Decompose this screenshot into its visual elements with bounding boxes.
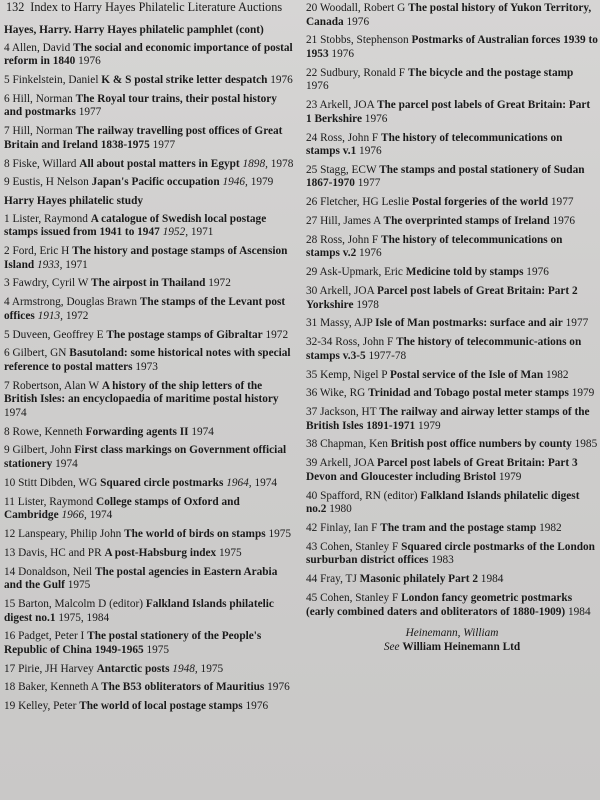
entry-author: Chapman, Ken [320, 438, 388, 451]
entry-original-year: 1946, [222, 176, 248, 189]
entry-number: 16 [4, 630, 16, 643]
entry-year: 1975 [67, 579, 91, 592]
entry-year: 1979 [250, 176, 274, 189]
entry-year: 1975 [268, 528, 292, 540]
entry-author: Fiske, Willard [12, 157, 77, 170]
entry-number: 37 [306, 406, 318, 419]
entry-author: Gilbert, GN [12, 347, 67, 360]
entry-title: The postal stationery of the People's Republic of China 1949-1965 [4, 630, 262, 656]
index-entry [4, 380, 296, 421]
entry-author: Cohen, Stanley F [320, 540, 399, 553]
entry-title: The parcel post labels of Great Britain: Part 1 Berkshire [306, 99, 591, 125]
entry-title: Parcel post labels of Great Britain: Part 3 Devon and Gloucester including Bristol [306, 457, 578, 483]
index-entry [4, 42, 296, 69]
entry-year: 1975 [200, 662, 224, 675]
entry-author: Jackson, HT [320, 406, 377, 419]
study-entries-left [4, 213, 296, 714]
entry-author: Duveen, Geoffrey E [12, 328, 104, 341]
entry-number: 25 [306, 163, 318, 176]
cross-reference-see: See [383, 640, 400, 653]
index-entry [306, 215, 598, 229]
entry-author: Arkell, JOA [319, 99, 375, 112]
entry-year: 1974 [89, 509, 113, 522]
entry-number: 38 [306, 438, 318, 451]
entry-author: Robertson, Alan W [12, 379, 99, 392]
entry-year: 1978 [356, 298, 379, 311]
right-column [306, 2, 598, 654]
index-entry [4, 477, 296, 491]
entry-author: Wike, RG [319, 387, 366, 400]
entry-title: The Royal tour trains, their postal history and postmarks [4, 92, 277, 119]
entry-year: 1976 [331, 47, 355, 60]
index-entry [4, 547, 296, 561]
section-heading-study: Harry Hayes philatelic study [4, 195, 144, 208]
entry-title: The railway travelling post offices of Great Britain and Ireland 1838-1975 [4, 125, 283, 151]
entry-author: Fawdry, Cyril W [12, 277, 89, 290]
entry-author: Allen, David [11, 41, 71, 54]
entry-number: 43 [306, 540, 318, 553]
entry-original-year: 1952, [162, 226, 189, 239]
index-entry [4, 158, 296, 172]
entry-year: 1982 [539, 521, 562, 534]
entry-title: The postage stamps of Gibraltar [106, 328, 263, 341]
entry-year: 1976 [364, 112, 388, 125]
entry-author: Ross, John F [335, 336, 394, 349]
entry-title: All about postal matters in Egypt [79, 157, 240, 170]
entry-number: 40 [306, 489, 318, 502]
entry-author: Ross, John F [320, 233, 379, 246]
entry-number: 42 [306, 521, 318, 534]
entry-author: Davis, HC and PR [18, 546, 102, 559]
entry-number: 35 [306, 368, 318, 381]
entry-author: Stobbs, Stephenson [320, 34, 409, 47]
entry-author: Hill, Norman [12, 125, 73, 138]
entry-title: The B53 obliterators of Mauritius [101, 681, 265, 694]
index-entry [4, 528, 296, 542]
entry-author: Gilbert, John [12, 444, 72, 457]
entry-title: Postmarks of Australian forces 1939 to 1953 [306, 34, 598, 60]
index-entry [4, 329, 296, 343]
entry-year: 1971 [190, 226, 214, 239]
entry-title: Medicine told by stamps [405, 266, 524, 279]
entry-number: 1 [4, 212, 10, 225]
index-entry [306, 522, 598, 536]
entry-title: The history and postage stamps of Ascension Island [4, 245, 288, 271]
index-entry [4, 598, 296, 625]
running-head [6, 0, 282, 15]
entry-title: The stamps and postal stationery of Sudan 1867-1970 [306, 163, 585, 190]
entry-title: Squared circle postmarks of the London surburban district offices [306, 540, 595, 567]
index-entry [306, 2, 598, 29]
index-entry [306, 457, 598, 484]
entry-number: 32-34 [306, 336, 333, 349]
entry-year: 1976 [270, 73, 293, 86]
entry-year: 1976 [245, 700, 269, 713]
entry-title: A history of the ship letters of the British Isles: an encyclopaedia of maritime postal history [4, 379, 279, 406]
index-entry [306, 196, 598, 210]
entry-year: 1976 [526, 266, 549, 279]
entry-author: Massy, AJP [320, 317, 373, 330]
entry-year: 1974 [55, 458, 78, 471]
entry-original-year: 1966, [61, 509, 87, 522]
entry-number: 18 [4, 681, 16, 694]
cross-reference-name: Heinemann, William [405, 627, 499, 640]
entry-author: Ford, Eric H [12, 245, 70, 258]
entry-title: College stamps of Oxford and Cambridge [4, 495, 240, 522]
entry-title: Forwarding agents II [85, 425, 189, 438]
entry-author: Lanspeary, Philip John [18, 528, 122, 540]
index-entry [306, 490, 598, 517]
entry-title: Postal service of the Isle of Man [390, 368, 544, 381]
entry-year: 1979 [418, 419, 441, 432]
index-entry [306, 406, 598, 433]
entry-title: Isle of Man postmarks: surface and air [375, 317, 563, 330]
entry-title: A catalogue of Swedish local postage stamps issued from 1941 to 1947 [4, 212, 267, 239]
entry-title: Postal forgeries of the world [411, 196, 549, 209]
entry-year: 1983 [431, 554, 454, 567]
index-entry [306, 164, 598, 191]
entry-year: 1972 [208, 277, 231, 290]
entry-year: 1976 [346, 15, 370, 28]
index-entry [306, 336, 598, 363]
entry-year: 1976 [306, 80, 329, 93]
entry-title: The history of telecommunic-ations on stamps v.3-5 [306, 336, 582, 362]
entry-title: The railway and airway letter stamps of the British Isles 1891-1971 [306, 406, 590, 432]
entry-year: 1977 [550, 196, 574, 209]
entry-original-year: 1964, [226, 476, 252, 489]
entry-year: 1971 [65, 258, 88, 271]
entry-author: Finlay, Ian F [320, 521, 378, 534]
entry-title: The bicycle and the postage stamp [407, 66, 574, 79]
entry-title: Basutoland: some historical notes with special reference to postal matters [4, 347, 291, 373]
entry-number: 36 [306, 387, 318, 400]
entry-year: 1975, 1984 [58, 611, 110, 624]
entry-number: 12 [4, 528, 16, 540]
index-entry [306, 592, 598, 619]
entry-title: The history of telecommunications on stamps v.2 [306, 233, 563, 260]
entry-number: 19 [4, 700, 16, 713]
index-entry [4, 700, 296, 714]
entry-title: Japan's Pacific occupation [91, 176, 220, 189]
index-entry [306, 34, 598, 61]
entry-author: Finkelstein, Daniel [12, 73, 99, 86]
entry-title: Parcel post labels of Great Britain: Part 2 Yorkshire [306, 284, 578, 311]
entry-title: The history of telecommunications on stamps v.1 [306, 131, 563, 158]
entry-original-year: 1948, [172, 662, 198, 675]
entry-number: 11 [4, 495, 15, 508]
entry-number: 22 [306, 66, 318, 79]
entry-title: The postal history of Yukon Territory, Canada [306, 2, 592, 28]
entry-year: 1984 [480, 573, 504, 586]
entry-year: 1972 [65, 309, 89, 322]
index-entry [4, 213, 296, 240]
index-entry [306, 438, 598, 452]
running-title: Index to Harry Hayes Philatelic Literature Auctions [30, 0, 283, 14]
entry-year: 1977 [565, 317, 589, 330]
entry-title: Antarctic posts [96, 662, 170, 675]
index-entry [4, 93, 296, 120]
entry-author: Baker, Kenneth A [18, 681, 99, 694]
entry-year: 1974 [191, 425, 214, 438]
entry-number: 7 [4, 125, 10, 138]
entry-author: Ask-Upmark, Eric [319, 266, 403, 279]
index-entry [306, 317, 598, 331]
entry-title: Falkland Islands philatelic digest no.1 [4, 597, 274, 624]
entry-title: The world of birds on stamps [124, 528, 266, 540]
entry-title: The social and economic importance of postal reform in 1840 [4, 41, 293, 68]
entry-title: The world of local postage stamps [79, 700, 243, 713]
entry-author: Stagg, ECW [320, 163, 377, 176]
entry-year: 1976 [267, 681, 290, 694]
index-entry [4, 296, 296, 323]
entry-number: 23 [306, 99, 318, 112]
entry-number: 29 [306, 266, 318, 279]
entry-number: 17 [4, 662, 16, 675]
entry-number: 8 [4, 425, 10, 438]
entry-author: Armstrong, Douglas Brawn [11, 296, 138, 309]
entry-number: 14 [4, 565, 16, 578]
entry-author: Kelley, Peter [18, 700, 77, 713]
entry-number: 3 [4, 277, 10, 290]
entry-author: Spafford, RN (editor) [320, 489, 418, 502]
index-entry [306, 266, 598, 280]
index-entry [306, 369, 598, 383]
study-entries-right [306, 2, 598, 619]
entry-author: Hill, James A [320, 215, 381, 228]
entry-year: 1977 [78, 106, 102, 119]
entry-year: 1977-78 [368, 349, 407, 362]
entry-year: 1977 [152, 138, 176, 151]
entry-number: 9 [4, 176, 10, 189]
entry-year: 1973 [135, 360, 158, 373]
entry-year: 1982 [545, 368, 569, 381]
index-entry [4, 566, 296, 593]
entry-author: Arkell, JOA [319, 284, 375, 297]
index-entry [4, 277, 296, 291]
entry-number: 10 [4, 476, 16, 489]
entry-author: Padget, Peter I [18, 630, 85, 643]
entry-number: 26 [306, 196, 318, 209]
entry-number: 5 [4, 73, 10, 86]
entry-title: Masonic philately Part 2 [359, 573, 478, 586]
entry-author: Cohen, Stanley F [320, 591, 399, 604]
entry-author: Lister, Raymond [12, 212, 88, 225]
entry-number: 15 [4, 597, 16, 610]
entry-title: Trinidad and Tobago postal meter stamps [368, 387, 569, 400]
entry-number: 45 [306, 591, 318, 604]
page-number: 132 [6, 0, 25, 14]
entry-year: 1975 [219, 546, 242, 559]
index-entry [306, 573, 598, 587]
index-entry [4, 496, 296, 523]
entry-year: 1974 [4, 406, 27, 419]
index-entry [4, 125, 296, 152]
entry-author: Pirie, JH Harvey [18, 662, 94, 675]
entry-original-year: 1913, [37, 309, 63, 322]
entry-title: London fancy geometric postmarks (early combined daters and obliterators of 1880-1909) [306, 591, 573, 618]
entry-author: Sudbury, Ronald F [320, 66, 406, 79]
index-entry [4, 630, 296, 657]
entry-year: 1976 [359, 145, 382, 158]
entry-author: Rowe, Kenneth [12, 425, 83, 438]
entry-year: 1977 [357, 177, 381, 190]
entry-number: 20 [306, 2, 318, 14]
index-entry [306, 234, 598, 261]
entry-title: Falkland Islands philatelic digest no.2 [306, 489, 580, 516]
cross-reference-target: William Heinemann Ltd [402, 640, 521, 653]
entry-title: A post-Habsburg index [104, 546, 217, 559]
entry-title: The postal agencies in Eastern Arabia and the Gulf [4, 565, 278, 592]
entry-year: 1978 [270, 157, 294, 170]
index-entry [4, 347, 296, 374]
entry-year: 1974 [254, 476, 278, 489]
entry-year: 1979 [498, 470, 522, 483]
entry-year: 1975 [146, 643, 170, 656]
entry-author: Eustis, H Nelson [12, 176, 89, 189]
entry-number: 5 [4, 328, 10, 341]
entry-author: Kemp, Nigel P [320, 368, 388, 381]
index-entry [306, 387, 598, 401]
entry-number: 7 [4, 379, 10, 392]
cross-reference [306, 627, 598, 654]
entry-year: 1976 [359, 247, 382, 260]
left-column [4, 22, 296, 719]
entry-title: The tram and the postage stamp [380, 521, 537, 534]
entry-original-year: 1933, [36, 258, 63, 271]
entry-year: 1976 [552, 215, 576, 228]
index-entry [306, 132, 598, 159]
entry-author: Fray, TJ [320, 573, 357, 586]
entry-number: 6 [4, 92, 10, 105]
entry-number: 8 [4, 157, 10, 170]
entry-number: 9 [4, 444, 10, 457]
index-entry [4, 176, 296, 190]
pamphlet-entries [4, 42, 296, 190]
entry-author: Arkell, JOA [319, 457, 375, 470]
entry-number: 6 [4, 347, 10, 360]
entry-number: 44 [306, 573, 318, 586]
entry-number: 24 [306, 131, 318, 144]
entry-year: 1984 [568, 605, 591, 618]
entry-title: The airpost in Thailand [91, 277, 206, 290]
entry-author: Hill, Norman [12, 92, 73, 105]
entry-author: Woodall, Robert G [319, 2, 406, 14]
index-entry [306, 285, 598, 312]
entry-author: Ross, John F [320, 131, 379, 144]
section-heading-pamphlet: Hayes, Harry. Harry Hayes philatelic pamphlet (cont) [4, 24, 264, 36]
entry-number: 4 [4, 296, 10, 309]
entry-title: The stamps of the Levant post offices [4, 296, 286, 322]
index-entry [4, 426, 296, 440]
entry-year: 1976 [78, 55, 101, 68]
entry-title: Squared circle postmarks [100, 476, 224, 489]
entry-author: Barton, Malcolm D (editor) [18, 597, 143, 610]
entry-author: Fletcher, HG Leslie [320, 196, 410, 209]
entry-title: First class markings on Government official stationery [4, 444, 287, 471]
index-entry [4, 74, 296, 88]
entry-year: 1979 [571, 387, 595, 400]
entry-year: 1985 [574, 438, 598, 451]
entry-author: Stitt Dibden, WG [18, 476, 98, 489]
index-entry [4, 681, 296, 695]
entry-title: K & S postal strike letter despatch [101, 73, 268, 86]
entry-year: 1972 [265, 328, 289, 341]
index-entry [306, 67, 598, 94]
entry-number: 31 [306, 317, 318, 330]
entry-author: Donaldson, Neil [18, 565, 93, 578]
entry-number: 30 [306, 284, 318, 297]
entry-number: 28 [306, 233, 318, 246]
entry-year: 1980 [329, 503, 352, 516]
entry-title: The overprinted stamps of Ireland [383, 215, 550, 228]
entry-number: 27 [306, 215, 318, 228]
index-entry [4, 444, 296, 471]
index-entry [4, 245, 296, 272]
entry-number: 2 [4, 245, 10, 258]
entry-number: 39 [306, 457, 318, 470]
entry-number: 13 [4, 546, 16, 559]
entry-number: 21 [306, 34, 318, 47]
index-entry [306, 99, 598, 126]
entry-original-year: 1898, [242, 157, 268, 170]
entry-number: 4 [4, 41, 10, 54]
index-entry [306, 541, 598, 568]
index-entry [4, 663, 296, 677]
entry-title: British post office numbers by county [390, 438, 572, 451]
entry-author: Lister, Raymond [17, 495, 94, 508]
